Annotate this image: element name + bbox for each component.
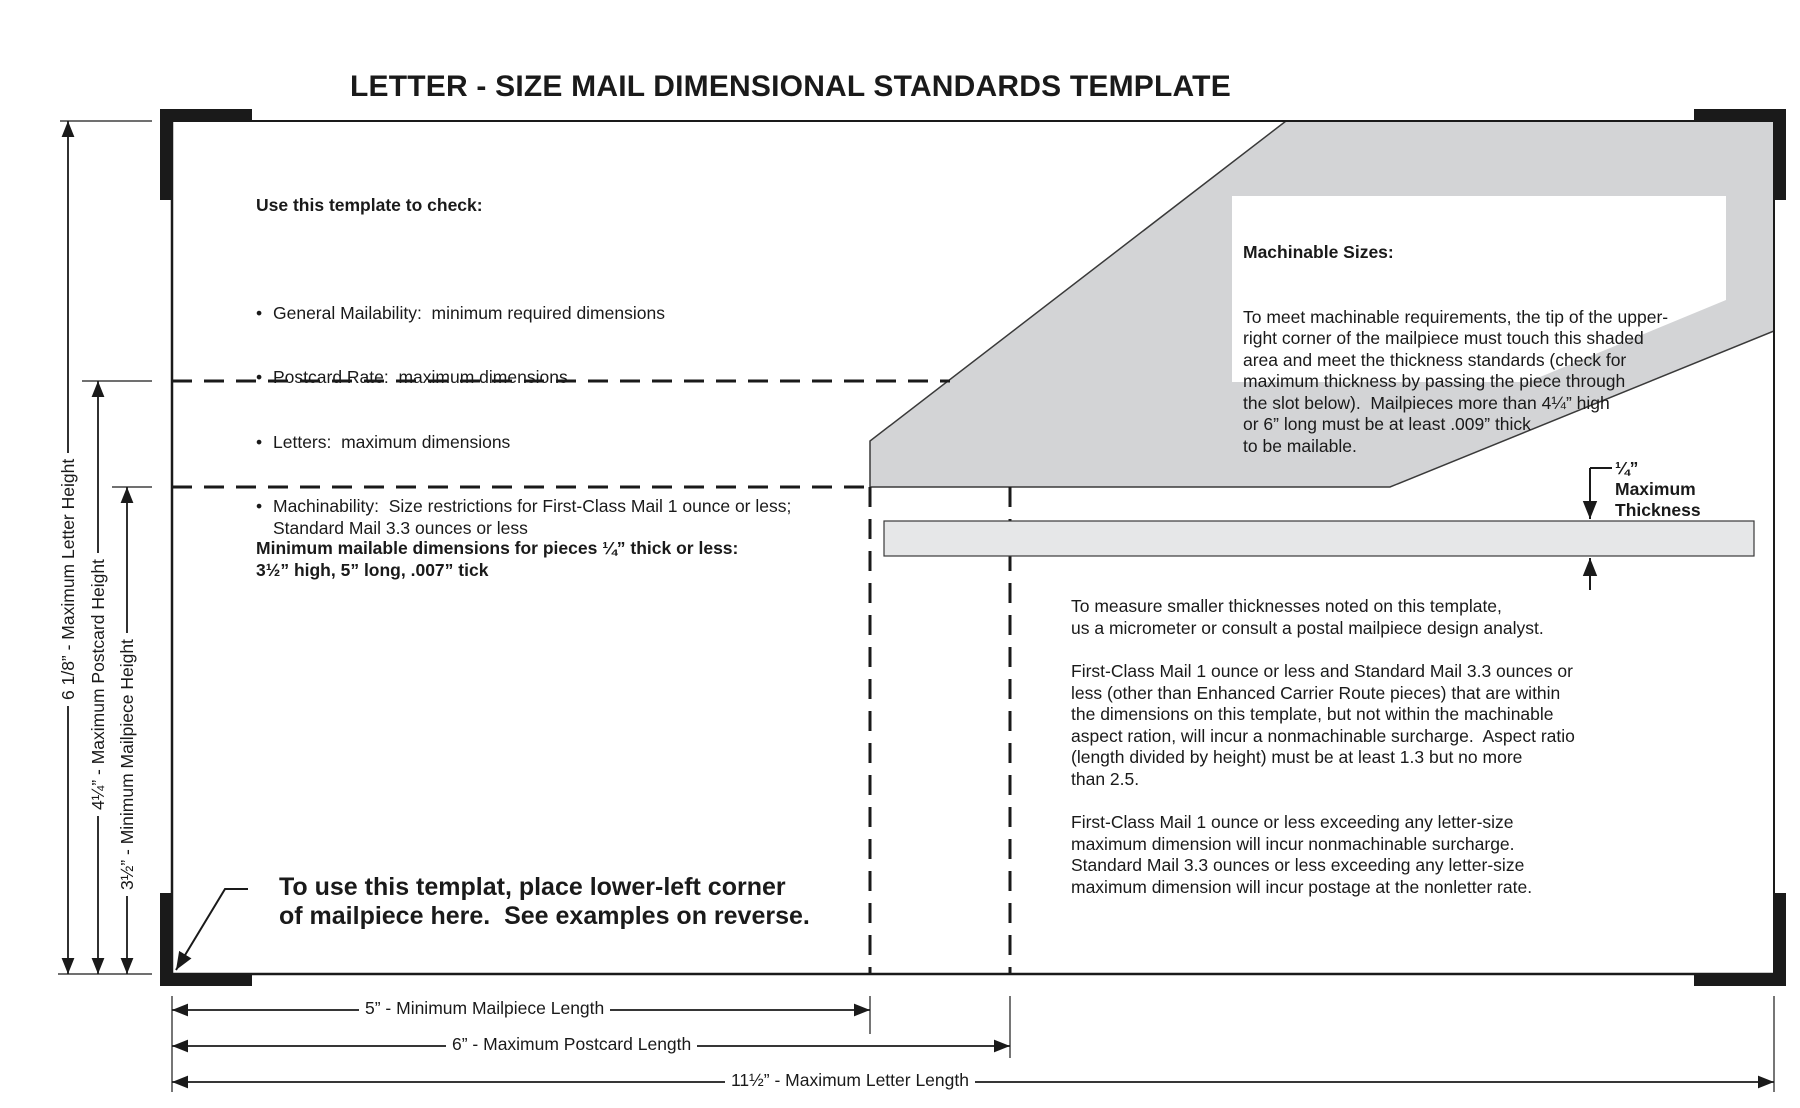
label-postcard-height: 4¼” - Maximum Postcard Height xyxy=(88,553,108,816)
minimum-dimensions: Minimum mailable dimensions for pieces ¼” thick or less: 3½” high, 5” long, .007” tick xyxy=(256,538,739,580)
corner-top-left xyxy=(166,115,252,200)
note-aspect-ratio: First-Class Mail 1 ounce or less and Standard Mail 3.3 ounces or less (other than Enhanced Carrier Route pieces) that are within the dimensions on this template, but not within the machinable aspect ration, will incur a nonmachinable surcharge. Aspect ratio (length divided by height) must be at least 1.3 but no more than 2.5. xyxy=(1071,661,1575,789)
label-letter-length: 11½” - Maximum Letter Length xyxy=(725,1070,975,1090)
label-min-height: 3½” - Minimum Mailpiece Height xyxy=(117,633,137,896)
check-heading: Use this template to check: xyxy=(256,195,483,215)
note-exceeding: First-Class Mail 1 ounce or less exceeding any letter-size maximum dimension will incur nonmachinable surcharge. Standard Mail 3.3 ounces or less exceeding any letter-size maximum dimension will incur postage at the nonletter rate. xyxy=(1071,812,1533,897)
thickness-label: Maximum Thickness xyxy=(1615,479,1701,520)
label-postcard-length: 6” - Maximum Postcard Length xyxy=(446,1034,697,1054)
label-letter-height: 6 1/8” - Maximum Letter Height xyxy=(58,453,78,706)
placement-pointer xyxy=(176,889,248,970)
thickness-value: ¼” xyxy=(1615,458,1639,478)
note-measure: To measure smaller thicknesses noted on this template, us a micrometer or consult a postal mailpiece design analyst. xyxy=(1071,596,1544,638)
check-list xyxy=(256,260,791,583)
check-item-postcard: • Postcard Rate: maximum dimensions xyxy=(256,367,791,389)
page-title: LETTER - SIZE MAIL DIMENSIONAL STANDARDS TEMPLATE xyxy=(350,70,1231,103)
thickness-slot xyxy=(884,521,1754,556)
machinable-callout xyxy=(1243,199,1723,479)
machinable-heading: Machinable Sizes: xyxy=(1243,242,1394,262)
label-min-length: 5” - Minimum Mailpiece Length xyxy=(359,998,610,1018)
placement-instruction: To use this templat, place lower-left corner of mailpiece here. See examples on reverse. xyxy=(279,873,810,930)
check-section xyxy=(256,152,791,604)
check-item-general: • General Mailability: minimum required dimensions xyxy=(256,303,791,325)
check-item-machinability: • Machinability: Size restrictions for First-Class Mail 1 ounce or less; Standard Mail 3.3 ounces or less xyxy=(256,496,791,539)
machinable-body: To meet machinable requirements, the tip of the upper- right corner of the mailpiece must touch this shaded area and meet the thickness standards (check for maximum thickness by passing the piece through the slot below). Mailpieces more than 4¼” high or 6” long must be at least .009” thick to be mailable. xyxy=(1243,306,1669,456)
check-item-letters: • Letters: maximum dimensions xyxy=(256,432,791,454)
corner-bottom-right xyxy=(1694,893,1780,980)
